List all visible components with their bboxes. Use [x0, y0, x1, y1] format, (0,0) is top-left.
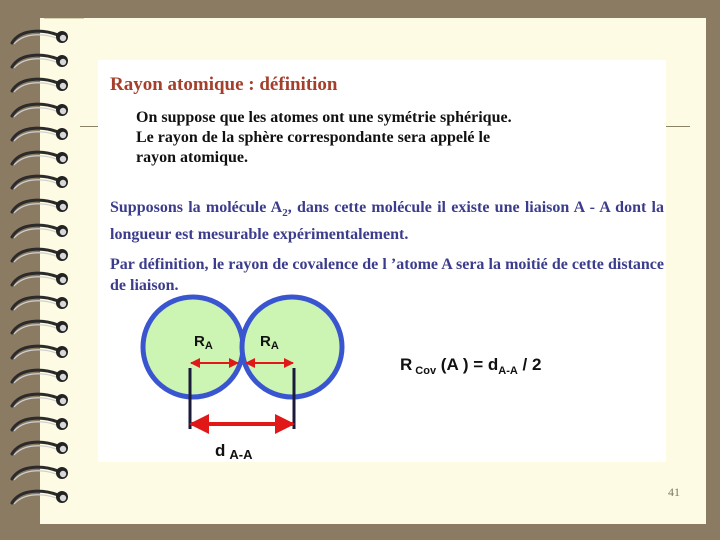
page-number: 41	[668, 485, 680, 499]
radius-label-left: $R_A$	[194, 333, 213, 352]
para1-subscript: 2	[282, 207, 288, 220]
intro-line-2-part-b: appelé le	[430, 129, 491, 146]
binding-ring	[8, 28, 70, 46]
intro-line-1-part-a: On suppose que les atomes ont une	[136, 109, 378, 126]
binding-ring	[8, 125, 70, 143]
binding-ring	[8, 52, 70, 70]
rule-line-right	[666, 126, 690, 127]
covalent-radius-figure	[98, 60, 666, 462]
intro-line-1-part-b: symétrie sphérique	[377, 109, 508, 126]
binding-ring	[8, 246, 70, 264]
rule-line-left	[80, 126, 100, 127]
binding-ring	[8, 488, 70, 506]
intro-line-1-part-c: .	[507, 109, 512, 126]
binding-ring	[8, 222, 70, 240]
binding-ring	[8, 318, 70, 336]
binding-ring	[8, 464, 70, 482]
binding-ring	[8, 391, 70, 409]
radius-label-right: $R_A$	[260, 333, 279, 352]
binding-ring	[8, 76, 70, 94]
binding-ring	[8, 197, 70, 215]
slide-title: Rayon atomique : définition	[110, 74, 338, 95]
page-top-line	[44, 18, 84, 19]
para1-part-a: Supposons la molécule A	[110, 199, 283, 216]
atom-circle-right	[242, 297, 342, 397]
binding-ring	[8, 439, 70, 457]
binding-ring	[8, 415, 70, 433]
intro-line-2-part-a: Le rayon de la sphère correspondante sera	[136, 129, 431, 146]
para1-part-b: , dans cette molécule il existe une liaison A - A dont la longueur est mesurable expérimentalement.	[110, 199, 664, 244]
slide	[98, 60, 666, 462]
binding-ring	[8, 367, 70, 385]
binding-ring	[8, 294, 70, 312]
binding-ring	[8, 270, 70, 288]
binding-ring	[8, 101, 70, 119]
distance-label: d A-A	[215, 441, 253, 462]
binding-ring	[8, 173, 70, 191]
paragraph-definition: Par définition, le rayon de covalence de l ’atome A sera la moitié de cette distance de liaison.	[110, 256, 664, 294]
atom-circle-left	[143, 297, 243, 397]
binding-ring	[8, 149, 70, 167]
intro-line-3: rayon atomique.	[136, 149, 248, 166]
binding-ring	[8, 343, 70, 361]
covalent-radius-formula: R $_{Cov}$ (A ) = $d_{A-A} / 2$	[400, 355, 542, 377]
